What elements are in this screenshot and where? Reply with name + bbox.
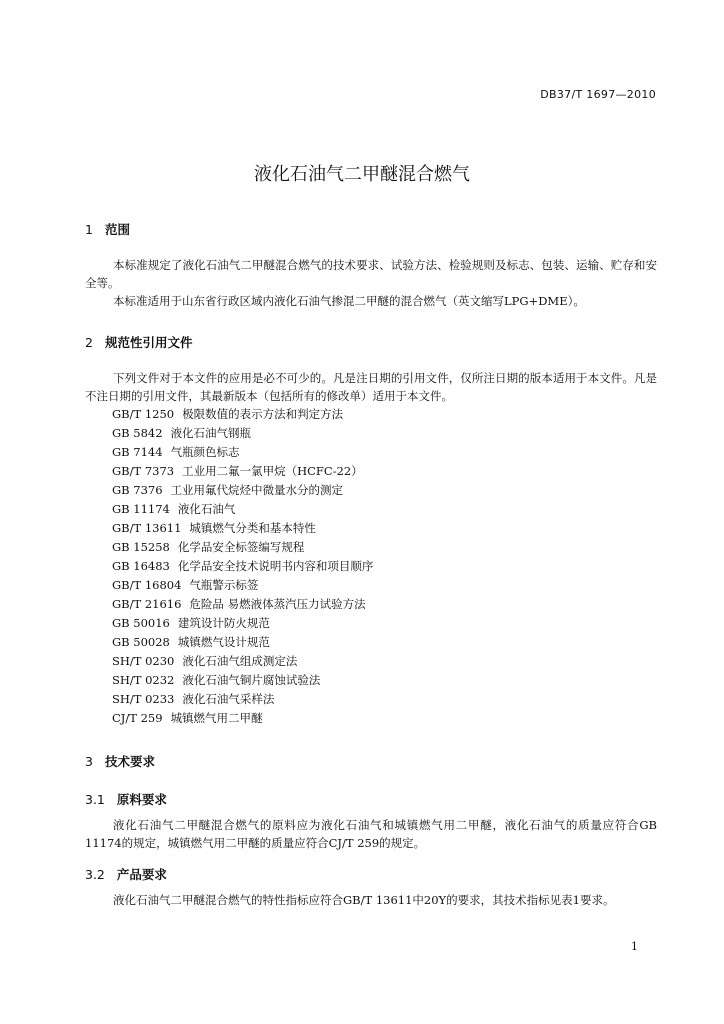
section-heading-2 (85, 333, 192, 351)
reference-name: 液化石油气钢瓶 (170, 426, 252, 440)
reference-code: SH/T 0230 (112, 654, 175, 668)
reference-name: 化学品安全标签编写规程 (177, 540, 305, 554)
reference-item (112, 405, 373, 424)
reference-item (112, 500, 373, 519)
paragraph-scope-1: 本标准规定了液化石油气二甲醚混合燃气的技术要求、试验方法、检验规则及标志、包装、运输、贮存和安全等。 (85, 258, 657, 290)
reference-item (112, 424, 373, 443)
reference-code: GB/T 7373 (112, 464, 175, 478)
section-title: 规范性引用文件 (104, 335, 193, 350)
reference-name: 化学品安全技术说明书内容和项目顺序 (177, 559, 374, 573)
reference-name: 液化石油气铜片腐蚀试验法 (182, 673, 321, 687)
reference-code: GB 7376 (112, 483, 163, 497)
reference-code: CJ/T 259 (112, 711, 163, 725)
section-heading-3-2 (85, 865, 167, 883)
reference-code: SH/T 0233 (112, 692, 175, 706)
reference-code: SH/T 0232 (112, 673, 175, 687)
reference-item (112, 633, 373, 652)
reference-name: 城镇燃气分类和基本特性 (189, 521, 316, 535)
paragraph-normative-references: 下列文件对于本文件的应用是必不可少的。凡是注日期的引用文件，仅所注日期的版本适用于本文件。凡是不注日期的引用文件，其最新版本（包括所有的修改单）适用于本文件。 (85, 371, 657, 403)
section-number: 1 (85, 222, 93, 237)
reference-name: 城镇燃气设计规范 (177, 635, 270, 649)
section-title: 范围 (104, 222, 130, 237)
reference-name: 液化石油气采样法 (182, 692, 275, 706)
section-title: 产品要求 (116, 867, 167, 882)
reference-item (112, 595, 373, 614)
page-number: 1 (631, 940, 638, 953)
section-number: 3.1 (85, 792, 105, 807)
document-code: DB37/T 1697—2010 (540, 88, 656, 101)
reference-code: GB 50016 (112, 616, 170, 630)
reference-item (112, 709, 373, 728)
reference-name: 建筑设计防火规范 (177, 616, 270, 630)
reference-code: GB 7144 (112, 445, 163, 459)
reference-code: GB/T 16804 (112, 578, 182, 592)
reference-code: GB 15258 (112, 540, 170, 554)
reference-name: 液化石油气 (177, 502, 236, 516)
paragraph-scope-2: 本标准适用于山东省行政区域内液化石油气掺混二甲醚的混合燃气（英文缩写LPG+DME）。 (113, 294, 585, 308)
document-title: 液化石油气二甲醚混合燃气 (254, 164, 470, 185)
reference-item (112, 519, 373, 538)
reference-item (112, 538, 373, 557)
section-title: 技术要求 (104, 754, 155, 769)
reference-code: GB/T 21616 (112, 597, 182, 611)
reference-item (112, 614, 373, 633)
reference-item (112, 652, 373, 671)
reference-item (112, 462, 373, 481)
reference-name: 危险品 易燃液体蒸汽压力试验方法 (189, 597, 366, 611)
paragraph-raw-material: 液化石油气二甲醚混合燃气的原料应为液化石油气和城镇燃气用二甲醚，液化石油气的质量应符合GB 11174的规定，城镇燃气用二甲醚的质量应符合CJ/T 259的规定。 (85, 818, 657, 850)
section-heading-3-1 (85, 790, 167, 808)
reference-name: 城镇燃气用二甲醚 (170, 711, 263, 725)
reference-item (112, 576, 373, 595)
reference-list (112, 405, 373, 728)
reference-code: GB 11174 (112, 502, 170, 516)
section-number: 3 (85, 754, 93, 769)
section-heading-1 (85, 220, 130, 238)
reference-item (112, 690, 373, 709)
reference-code: GB 50028 (112, 635, 170, 649)
reference-name: 工业用氟代烷烃中微量水分的测定 (170, 483, 344, 497)
section-title: 原料要求 (116, 792, 167, 807)
reference-name: 液化石油气组成测定法 (182, 654, 298, 668)
reference-name: 工业用二氟一氯甲烷（HCFC-22） (182, 464, 363, 478)
reference-code: GB 16483 (112, 559, 170, 573)
section-number: 3.2 (85, 867, 105, 882)
reference-code: GB/T 1250 (112, 407, 175, 421)
reference-item (112, 443, 373, 462)
reference-name: 气瓶警示标签 (189, 578, 259, 592)
reference-name: 极限数值的表示方法和判定方法 (182, 407, 344, 421)
reference-item (112, 671, 373, 690)
paragraph-product-requirements: 液化石油气二甲醚混合燃气的特性指标应符合GB/T 13611中20Y的要求，其技术指标见表1要求。 (113, 893, 615, 907)
section-number: 2 (85, 335, 93, 350)
reference-code: GB 5842 (112, 426, 163, 440)
reference-item (112, 481, 373, 500)
section-heading-3 (85, 752, 155, 770)
reference-item (112, 557, 373, 576)
reference-name: 气瓶颜色标志 (170, 445, 240, 459)
reference-code: GB/T 13611 (112, 521, 182, 535)
